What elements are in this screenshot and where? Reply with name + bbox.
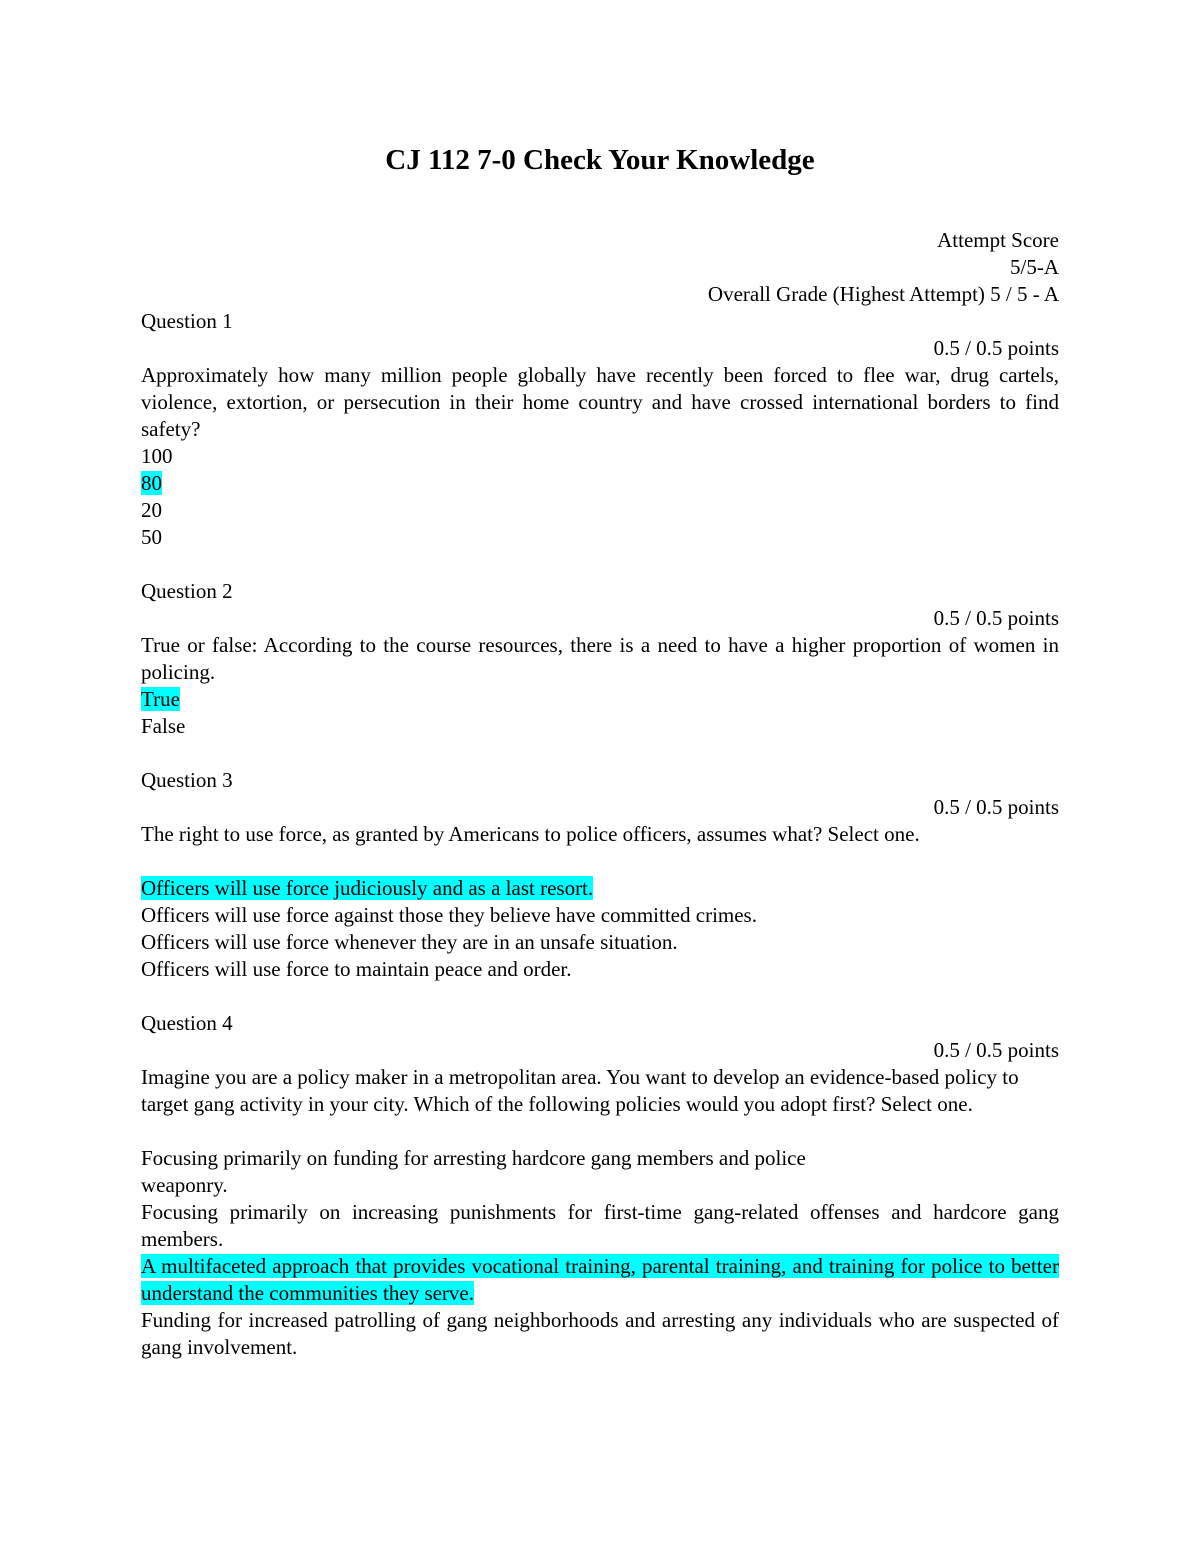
document-body bbox=[141, 227, 1059, 1361]
option-text: 100 bbox=[141, 444, 173, 468]
spacer bbox=[141, 1118, 1059, 1145]
question-2-option-2 bbox=[141, 713, 1059, 740]
question-3-label: Question 3 bbox=[141, 768, 233, 792]
spacer bbox=[141, 983, 1059, 1010]
question-3-option-4 bbox=[141, 956, 1059, 983]
selected-answer-highlight: A multifaceted approach that provides vocational training, parental training, and training for police to better understand the communities they serve. bbox=[141, 1254, 1059, 1305]
option-text: Officers will use force against those they believe have committed crimes. bbox=[141, 903, 757, 927]
question-3-option-1-selected bbox=[141, 875, 1059, 902]
question-4-points: 0.5 / 0.5 points bbox=[933, 1038, 1059, 1062]
spacer bbox=[141, 740, 1059, 767]
spacer bbox=[141, 551, 1059, 578]
question-4-label: Question 4 bbox=[141, 1011, 233, 1035]
attempt-score-label: Attempt Score bbox=[937, 228, 1059, 252]
question-2-label: Question 2 bbox=[141, 579, 233, 603]
question-3-points: 0.5 / 0.5 points bbox=[933, 795, 1059, 819]
question-1-option-1 bbox=[141, 443, 1059, 470]
attempt-score-value: 5/5-A bbox=[1010, 255, 1059, 279]
overall-grade: Overall Grade (Highest Attempt) 5 / 5 - A bbox=[707, 282, 1059, 306]
question-3-option-2 bbox=[141, 902, 1059, 929]
option-text: 50 bbox=[141, 525, 162, 549]
option-text: 20 bbox=[141, 498, 162, 522]
question-4-option-1 bbox=[141, 1145, 891, 1199]
question-2-option-1-selected bbox=[141, 686, 1059, 713]
document-title: CJ 112 7-0 Check Your Knowledge bbox=[385, 144, 815, 176]
question-4-option-2 bbox=[141, 1199, 1059, 1253]
question-1-option-4 bbox=[141, 524, 1059, 551]
question-1-text: Approximately how many million people globally have recently been forced to flee war, drug cartels, violence, extortion, or persecution in their home country and have crossed international borders to find safety? bbox=[141, 363, 1059, 441]
option-text: Focusing primarily on funding for arresting hardcore gang members and police weaponry. bbox=[141, 1146, 806, 1197]
question-4-option-3-selected bbox=[141, 1253, 1059, 1307]
question-2-text: True or false: According to the course resources, there is a need to have a higher proportion of women in policing. bbox=[141, 633, 1059, 684]
selected-answer-highlight: Officers will use force judiciously and as a last resort. bbox=[141, 876, 594, 900]
option-text: False bbox=[141, 714, 186, 738]
question-1-option-2-selected bbox=[141, 470, 1059, 497]
option-text: Focusing primarily on increasing punishments for first-time gang-related offenses and hardcore gang members. bbox=[141, 1200, 1059, 1251]
question-2-points: 0.5 / 0.5 points bbox=[933, 606, 1059, 630]
question-1-option-3 bbox=[141, 497, 1059, 524]
option-text: Officers will use force to maintain peace and order. bbox=[141, 957, 572, 981]
selected-answer-highlight: True bbox=[141, 687, 180, 711]
option-text: Funding for increased patrolling of gang neighborhoods and arresting any individuals who are suspected of gang involvement. bbox=[141, 1308, 1059, 1359]
question-1-label: Question 1 bbox=[141, 309, 233, 333]
question-3-text: The right to use force, as granted by Americans to police officers, assumes what? Select one. bbox=[141, 822, 920, 846]
question-3-option-3 bbox=[141, 929, 1059, 956]
spacer bbox=[141, 848, 1059, 875]
question-4-text: Imagine you are a policy maker in a metropolitan area. You want to develop an evidence-based policy to target gang activity in your city. Which of the following policies would you adopt first? Select one. bbox=[141, 1065, 1019, 1116]
selected-answer-highlight: 80 bbox=[141, 471, 162, 495]
question-4-option-4 bbox=[141, 1307, 1059, 1361]
question-1-points: 0.5 / 0.5 points bbox=[933, 336, 1059, 360]
option-text: Officers will use force whenever they are in an unsafe situation. bbox=[141, 930, 678, 954]
